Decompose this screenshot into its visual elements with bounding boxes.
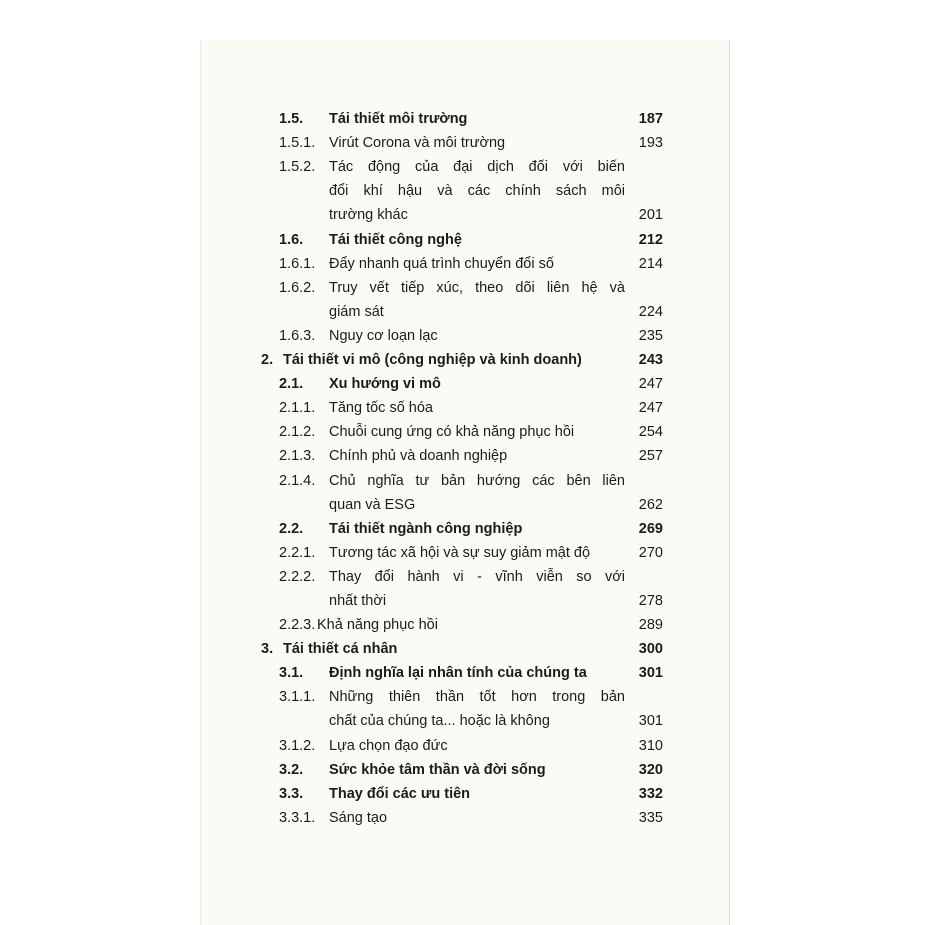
toc-entry-page: 320	[638, 761, 663, 778]
toc-entry-title: Chính phủ và doanh nghiệp	[329, 448, 508, 465]
toc-entry-title: Tái thiết vi mô (công nghiệp và kinh doanh)	[283, 352, 582, 368]
toc-entry-number: 2.	[261, 352, 274, 368]
toc-entry-page: 289	[638, 617, 663, 634]
toc-entry-title: Nguy cơ loạn lạc	[329, 327, 438, 344]
toc-entry	[261, 396, 663, 420]
toc-entry	[261, 348, 663, 372]
toc-entry-page: 224	[638, 303, 663, 320]
toc-entry	[261, 469, 663, 517]
toc-entry-number: 1.6.3.	[279, 327, 316, 344]
toc-entry	[261, 541, 663, 565]
toc-entry-number: 2.1.	[279, 376, 304, 393]
toc-entry-title-continued: trường khác	[329, 207, 408, 224]
toc-entry-title: Chủ nghĩa tư bản hướng các bên liên	[329, 472, 625, 489]
toc-entry-title: Thay đổi các ưu tiên	[329, 785, 471, 802]
toc-entry	[261, 228, 663, 252]
toc-entry-title-continued: đổi khí hậu và các chính sách môi	[329, 183, 625, 200]
book-page	[200, 40, 730, 925]
toc-entry-title: Tái thiết ngành công nghiệp	[329, 520, 523, 537]
toc-entry-number: 3.2.	[279, 761, 304, 778]
toc-entry	[261, 276, 663, 324]
toc-entry	[261, 613, 663, 637]
toc-entry-title: Tăng tốc số hóa	[329, 400, 433, 417]
toc-entry-page: 332	[638, 785, 663, 802]
toc-entry-number: 3.3.	[279, 785, 304, 802]
toc-entry-page: 278	[638, 592, 663, 609]
toc-entry-number: 3.1.	[279, 665, 304, 682]
toc-entry-number: 2.1.1.	[279, 400, 316, 417]
toc-entry-number: 2.1.3.	[279, 448, 316, 465]
toc-entry-page: 310	[638, 737, 663, 754]
toc-entry-number: 3.1.2.	[279, 737, 316, 754]
toc-entry	[261, 661, 663, 685]
toc-entry	[261, 637, 663, 661]
toc-entry-title: Sức khỏe tâm thần và đời sống	[329, 761, 546, 778]
toc-entry-number: 3.	[261, 641, 274, 658]
toc-entry-page: 254	[638, 424, 663, 441]
toc-entry-number: 1.6.	[279, 231, 304, 248]
toc-entry-title: Xu hướng vi mô	[329, 376, 441, 393]
toc-entry-number: 2.2.2.	[279, 568, 316, 585]
toc-entry	[261, 155, 663, 227]
toc-entry-title: Lựa chọn đạo đức	[329, 737, 448, 754]
toc-entry-number: 3.3.1.	[279, 809, 316, 826]
toc-entry	[261, 685, 663, 733]
toc-entry-title: Virút Corona và môi trường	[329, 135, 506, 152]
toc-entry	[261, 565, 663, 613]
toc-entry	[261, 734, 663, 758]
toc-entry-page: 243	[638, 352, 663, 368]
toc-entry-title: Chuỗi cung ứng có khả năng phục hồi	[329, 424, 575, 441]
toc-entry	[261, 420, 663, 444]
toc-entry-title-continued: giám sát	[329, 303, 384, 320]
toc-entry	[261, 517, 663, 541]
toc-entry-title: Tái thiết cá nhân	[283, 641, 398, 658]
toc-entry	[261, 758, 663, 782]
toc-entry-number: 2.2.1.	[279, 544, 316, 561]
toc-entry-title: Khả năng phục hồi	[317, 617, 438, 634]
toc-entry	[261, 324, 663, 348]
toc-entry-number: 3.1.1.	[279, 689, 316, 706]
toc-entry-page: 214	[638, 255, 663, 272]
toc-entry-page: 247	[638, 400, 663, 417]
toc-entry	[261, 107, 663, 131]
toc-entry-title: Thay đổi hành vi - vĩnh viễn so với	[329, 568, 625, 585]
toc-entry-title: Truy vết tiếp xúc, theo dõi liên hệ và	[329, 279, 625, 296]
toc-entry-page: 187	[638, 111, 663, 127]
toc-entry-number: 1.5.1.	[279, 135, 316, 152]
toc-entry-page: 262	[638, 496, 663, 513]
toc-entry-title: Tương tác xã hội và sự suy giảm mật độ	[329, 544, 591, 561]
toc-entry-title: Tác động của đại dịch đối với biến	[329, 159, 625, 176]
toc-entry-page: 212	[638, 231, 663, 248]
toc-entry-page: 257	[638, 448, 663, 465]
toc-entry-page: 269	[638, 520, 663, 537]
toc-entry-page: 201	[638, 207, 663, 224]
toc-entry-page: 301	[638, 665, 663, 682]
toc-entry-title: Những thiên thần tốt hơn trong bản	[329, 689, 625, 706]
toc-entry-page: 270	[638, 544, 663, 561]
toc-entry	[261, 372, 663, 396]
toc-entry-page: 247	[638, 376, 663, 393]
toc-entry-page: 235	[638, 327, 663, 344]
toc-entry-number: 2.2.3.	[279, 617, 316, 634]
toc-entry-page: 193	[638, 135, 663, 152]
toc-entry-number: 1.5.	[279, 111, 304, 127]
toc-entry	[261, 444, 663, 468]
toc-entry-number: 2.1.4.	[279, 472, 316, 489]
toc-entry-number: 1.6.1.	[279, 255, 316, 272]
toc-entry-page: 301	[638, 713, 663, 730]
toc-entry-title: Định nghĩa lại nhân tính của chúng ta	[329, 665, 587, 682]
toc-entry-title: Tái thiết môi trường	[329, 111, 468, 127]
toc-entry-number: 2.2.	[279, 520, 304, 537]
toc-entry	[261, 131, 663, 155]
toc-entry-title: Tái thiết công nghệ	[329, 231, 462, 248]
toc-entry-title-continued: quan và ESG	[329, 496, 416, 513]
toc-entry-title: Sáng tạo	[329, 809, 388, 826]
table-of-contents	[201, 40, 729, 925]
toc-entry-page: 300	[638, 641, 663, 658]
toc-entry	[261, 782, 663, 806]
toc-entry-page: 335	[638, 809, 663, 826]
toc-entry-title-continued: nhất thời	[329, 592, 387, 609]
toc-entry-number: 1.6.2.	[279, 279, 316, 296]
toc-entry-title-continued: chất của chúng ta... hoặc là không	[329, 713, 550, 730]
toc-entry-number: 1.5.2.	[279, 159, 316, 176]
toc-entry	[261, 806, 663, 830]
toc-entry-title: Đẩy nhanh quá trình chuyển đổi số	[329, 255, 554, 272]
toc-entry	[261, 252, 663, 276]
toc-entry-number: 2.1.2.	[279, 424, 316, 441]
